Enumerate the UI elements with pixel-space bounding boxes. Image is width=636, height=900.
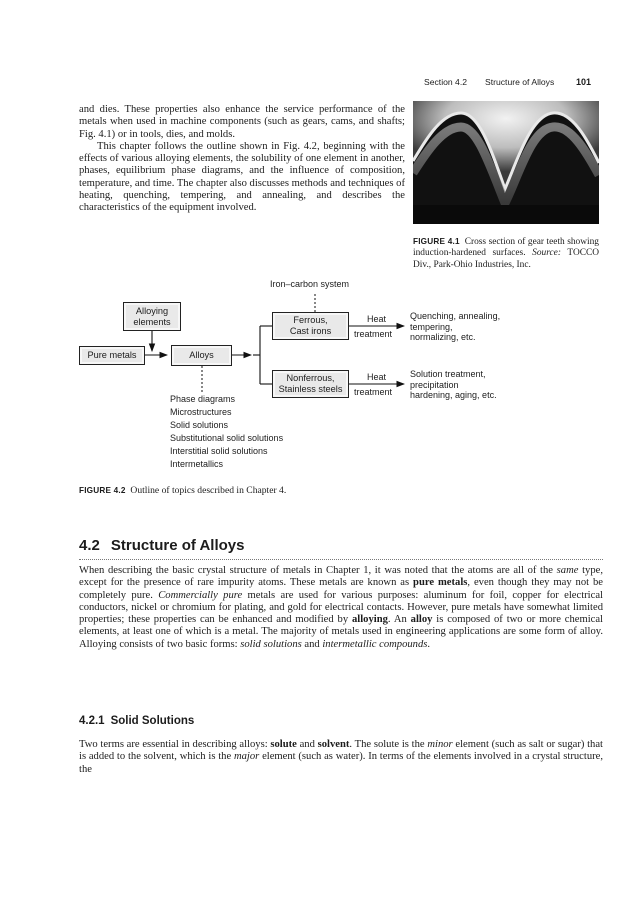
ferrous-outcome-line-3: normalizing, etc. bbox=[410, 332, 476, 343]
nonferrous-outcome-line-3: hardening, aging, etc. bbox=[410, 390, 497, 401]
alloying-elements-line-1: Alloying bbox=[135, 306, 169, 316]
heat-label-2: Heat bbox=[367, 372, 387, 382]
emphasis-commercially-pure: Commercially pure bbox=[158, 589, 243, 601]
ferrous-line-2: Cast irons bbox=[289, 326, 332, 336]
term-pure-metals: pure metals bbox=[413, 577, 468, 589]
text-run: element (such as salt or sugar) that is added to the solvent, which is the bbox=[79, 739, 603, 763]
figure-4-1-caption bbox=[413, 236, 599, 271]
term-solute: solute bbox=[270, 739, 297, 750]
emphasis-intermetallic-compounds: intermetallic compounds bbox=[322, 638, 428, 650]
emphasis-major: major bbox=[233, 751, 260, 763]
nonferrous-line-2: Stainless steels bbox=[278, 384, 343, 394]
figure-4-2-label: FIGURE 4.2 bbox=[79, 486, 126, 495]
topic-item: Phase diagrams bbox=[170, 394, 236, 404]
topic-item: Microstructures bbox=[170, 407, 232, 417]
figure-4-2-diagram bbox=[79, 278, 519, 474]
figure-4-2-caption bbox=[79, 485, 286, 496]
figure-4-1-label: FIGURE 4.1 bbox=[413, 237, 460, 246]
pure-metals-label: Pure metals bbox=[87, 350, 137, 360]
nonferrous-outcome-line-1: Solution treatment, bbox=[410, 369, 486, 379]
alloys-box bbox=[171, 345, 232, 366]
nonferrous-box bbox=[272, 370, 349, 398]
text-run: type, except for the presence of rare impurity atoms. These metals are known as bbox=[79, 565, 603, 589]
topic-item: Interstitial solid solutions bbox=[170, 446, 268, 456]
iron-carbon-system-label: Iron–carbon system bbox=[270, 279, 350, 289]
alloying-elements-box bbox=[123, 302, 181, 331]
text-run: element (such as water). In terms of the elements involved in a crystal structure, the bbox=[79, 751, 603, 775]
alloying-elements-line-2: elements bbox=[133, 317, 171, 327]
figure-4-1-caption-text: Cross section of gear teeth showing induction-hardened surfaces. bbox=[413, 237, 599, 259]
section-4-2-heading bbox=[79, 537, 603, 560]
heat-label-1: Heat bbox=[367, 314, 387, 324]
alloys-label: Alloys bbox=[189, 350, 214, 360]
emphasis-minor: minor bbox=[427, 739, 453, 750]
header-section-number: Section 4.2 bbox=[424, 77, 467, 87]
gear-teeth-illustration bbox=[413, 101, 599, 224]
text-run: is composed of two or more chemical elements, at least one of which is a metal. The majority of metals used in engineering applications are some form of alloy. Alloying consists of two basic forms: bbox=[79, 614, 603, 650]
text-run: and bbox=[296, 739, 318, 750]
text-run: When describing the basic crystal structure of metals in Chapter 1, it was noted that the atoms are all of the bbox=[79, 565, 557, 576]
text-run: Two terms are essential in describing alloys: bbox=[79, 739, 271, 750]
page-number: 101 bbox=[576, 77, 592, 87]
ferrous-outcome bbox=[410, 311, 500, 343]
header-section-title: Structure of Alloys bbox=[485, 77, 555, 87]
ferrous-line-1: Ferrous, bbox=[293, 315, 328, 325]
treatment-label-1: treatment bbox=[354, 329, 393, 339]
text-run: . bbox=[427, 638, 431, 650]
running-header bbox=[420, 77, 596, 91]
figure-4-2-caption-text: Outline of topics described in Chapter 4. bbox=[130, 485, 287, 496]
ferrous-outcome-line-1: Quenching, annealing, bbox=[410, 311, 501, 321]
intro-column bbox=[79, 104, 405, 215]
text-run: , even though they may not be completely pure. bbox=[79, 577, 604, 601]
nonferrous-outcome-line-2: precipitation bbox=[410, 379, 459, 390]
ferrous-box bbox=[272, 312, 349, 340]
topic-item: Intermetallics bbox=[170, 459, 224, 469]
nonferrous-line-1: Nonferrous, bbox=[286, 373, 335, 383]
figure-4-1-source-label: Source: bbox=[532, 248, 561, 259]
topics-list bbox=[170, 393, 283, 471]
topic-item: Substitutional solid solutions bbox=[170, 433, 284, 443]
nonferrous-outcome bbox=[410, 369, 497, 401]
term-alloying: alloying bbox=[351, 614, 388, 626]
section-4-2-paragraph bbox=[79, 565, 603, 651]
section-4-2-title: Structure of Alloys bbox=[110, 537, 245, 554]
emphasis-same: same bbox=[556, 565, 579, 576]
treatment-label-2: treatment bbox=[354, 387, 393, 397]
topic-item: Solid solutions bbox=[170, 420, 229, 430]
text-run: and bbox=[301, 638, 323, 650]
section-4-2-1-heading bbox=[79, 715, 194, 727]
text-run: metals are used for various purposes: aluminum for foil, copper for electrical conductors, nickel or chromium for plating, and gold for electrical contacts. However, pure metals have somewhat limited properties; these properties can be enhanced and modified by bbox=[79, 589, 603, 626]
section-4-2-1-paragraph bbox=[79, 739, 603, 776]
pure-metals-box bbox=[79, 346, 145, 365]
figure-4-1-source: TOCCO Div., Park-Ohio Industries, Inc. bbox=[413, 248, 599, 270]
intro-paragraph-1: and dies. These properties also enhance the service performance of the metals when used in machine components (such as gears, cams, and shafts; Fig. 4.1) or in tools, dies, and molds. bbox=[79, 104, 405, 140]
text-run: . An bbox=[387, 614, 411, 626]
term-alloy: alloy bbox=[410, 614, 433, 626]
term-solvent: solvent bbox=[317, 739, 350, 750]
figure-4-1-gear-photo bbox=[413, 101, 599, 224]
section-4-2-number: 4.2 bbox=[79, 537, 100, 554]
emphasis-solid-solutions: solid solutions bbox=[240, 638, 302, 650]
section-4-2-1-number: 4.2.1 bbox=[79, 715, 105, 727]
intro-paragraph-2: This chapter follows the outline shown in Fig. 4.2, beginning with the effects of various alloying elements, the solubility of one element in another, phases, equilibrium phase diagrams, and the influence of composition, temperature, and time. The chapter also discusses methods and techniques of heating, quenching, tempering, and annealing, and describes the characteristics of the equipment involved. bbox=[79, 140, 405, 214]
ferrous-outcome-line-2: tempering, bbox=[410, 321, 453, 332]
section-4-2-1-title: Solid Solutions bbox=[110, 715, 195, 727]
text-run: . The solute is the bbox=[349, 739, 428, 750]
